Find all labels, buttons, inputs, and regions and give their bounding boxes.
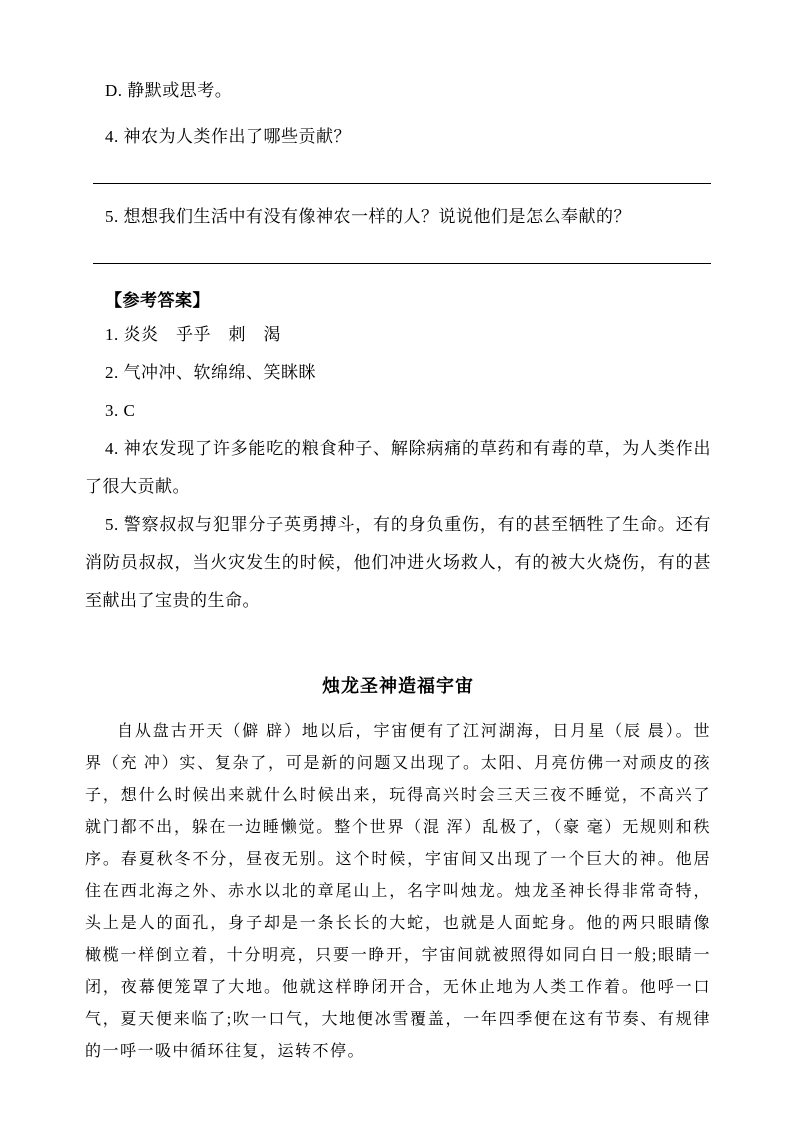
answer-item-4: 4. 神农发现了许多能吃的粮食种子、解除病痛的草药和有毒的草，为人类作出了很大贡献。 [85, 439, 711, 496]
question-4-text: 4. 神农为人类作出了哪些贡献？ [105, 127, 351, 146]
answer-blank-line-1 [93, 150, 711, 184]
answer-blank-line-2 [93, 230, 711, 264]
option-d-text: D. 静默或思考。 [105, 81, 233, 100]
reference-answers-header: 【参考答案】 [105, 291, 210, 310]
story-paragraph: 自从盘古开天（僻 辟）地以后，宇宙便有了江河湖海，日月星（辰 晨）。世界（充 冲）实、复杂了，可是新的问题又出现了。太阳、月亮仿佛一对顽皮的孩子，想什么时候出来就什么时候出来，玩得高兴时会三天三夜不睡觉，不高兴了就门都不出，躲在一边睡懒觉。整个世界（混 浑）乱极了，（豪 毫）无规则和秩序。春夏秋冬不分，昼夜无别。这个时候，宇宙间又出现了一个巨大的神。他居住在西北海之外、赤水以北的章尾山上，名字叫烛龙。烛龙圣神长得非常奇特，头上是人的面孔，身子却是一条长长的大蛇，也就是人面蛇身。他的两只眼睛像橄榄一样倒立着，十分明亮，只要一睁开，宇宙间就被照得如同白日一般;眼睛一闭，夜幕便笼罩了大地。他就这样睁闭开合，无休止地为人类工作着。他呼一口气，夏天便来临了;吹一口气，大地便冰雪覆盖，一年四季便在这有节奏、有规律的一呼一吸中循环往复，运转不停。 [85, 723, 711, 1060]
answer-item-1: 1. 炎炎 乎乎 刺 渴 [105, 325, 281, 344]
answer-item-2: 2. 气冲冲、软绵绵、笑眯眯 [105, 363, 316, 382]
answer-item-3: 3. C [105, 401, 136, 420]
question-5-text: 5. 想想我们生活中有没有像神农一样的人？说说他们是怎么奉献的？ [105, 207, 631, 226]
answer-item-5: 5. 警察叔叔与犯罪分子英勇搏斗，有的身负重伤，有的甚至牺牲了生命。还有消防员叔叔，当火灾发生的时候，他们冲进火场救人，有的被大火烧伤，有的甚至献出了宝贵的生命。 [85, 515, 711, 610]
story-title: 烛龙圣神造福宇宙 [322, 676, 474, 696]
